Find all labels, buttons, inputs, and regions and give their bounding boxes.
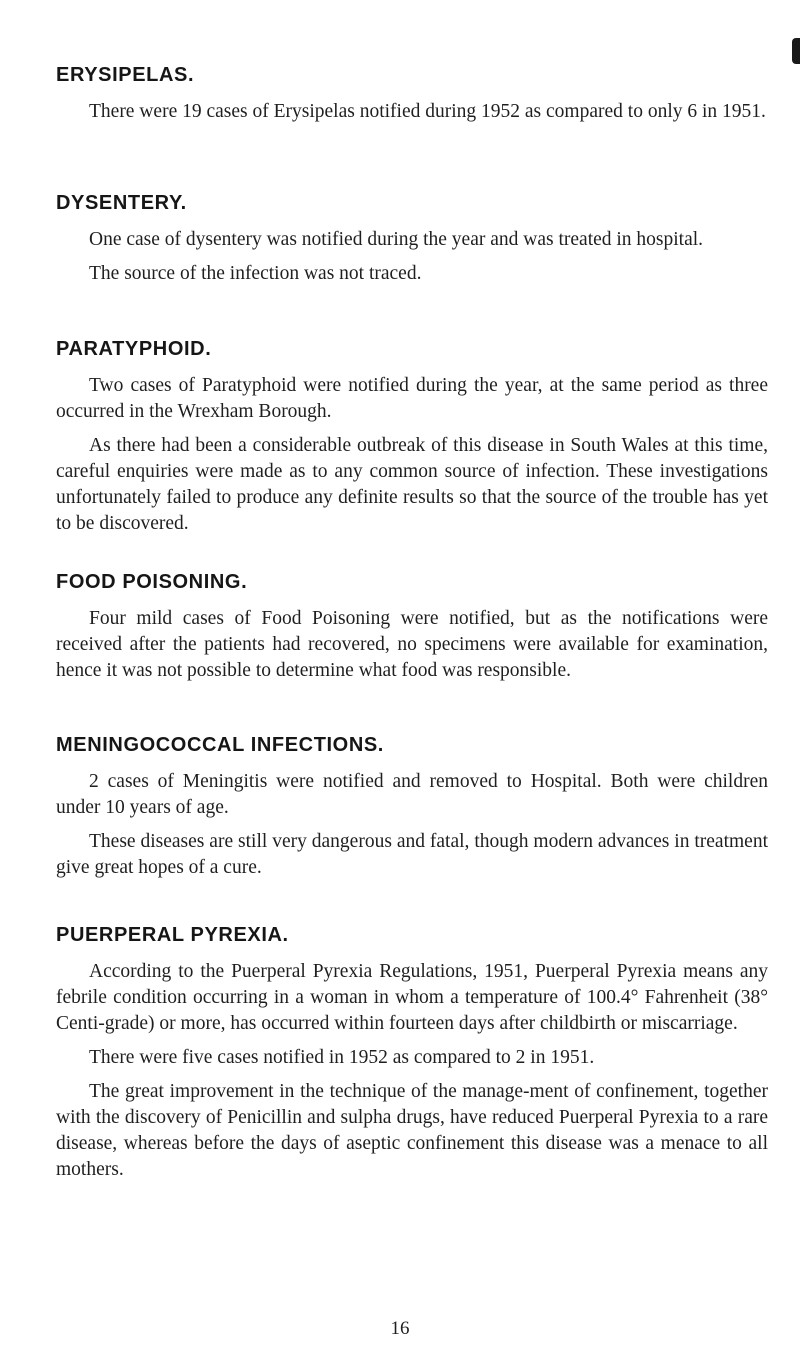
section-paragraph: According to the Puerperal Pyrexia Regulations, 1951, Puerperal Pyrexia means any febrile condition occurring in a woman in whom a temperature of 100.4° Fahrenheit (38° Centi-grade) or more, has occurred within fourteen days after childbirth or miscarriage. [56, 961, 768, 1034]
section-erysipelas [56, 64, 768, 125]
section-paragraph: The great improvement in the technique of the manage-ment of confinement, together with the discovery of Penicillin and sulpha drugs, have reduced Puerperal Pyrexia to a rare disease, whereas before the days of aseptic confinement this disease was a menace to all mothers. [56, 1081, 768, 1180]
page-number: 16 [390, 1318, 410, 1339]
section-heading: ERYSIPELAS. [56, 64, 195, 86]
section-paragraph: Two cases of Paratyphoid were notified during the year, at the same period as three occurred in the Wrexham Borough. [56, 375, 768, 422]
section-heading: PARATYPHOID. [56, 338, 212, 360]
section-paragraph: 2 cases of Meningitis were notified and removed to Hospital. Both were children under 10 years of age. [56, 771, 768, 818]
section-food-poisoning [56, 571, 768, 684]
scan-edge-mark [792, 38, 800, 64]
section-heading: PUERPERAL PYREXIA. [56, 924, 289, 946]
section-paragraph: The source of the infection was not traced. [89, 263, 422, 284]
section-dysentery [56, 192, 768, 287]
section-paragraph: There were 19 cases of Erysipelas notified during 1952 as compared to only 6 in 1951. [89, 101, 766, 122]
section-paragraph: Four mild cases of Food Poisoning were notified, but as the notifications were received after the patients had recovered, no specimens were available for examination, hence it was not possible to determine what food was responsible. [56, 608, 768, 681]
section-paragraph: As there had been a considerable outbreak of this disease in South Wales at this time, careful enquiries were made as to any common source of infection. These investigations unfortunately failed to produce any definite results so that the source of the trouble has yet to be discovered. [56, 435, 768, 534]
section-puerperal-pyrexia [56, 924, 768, 1183]
section-heading: FOOD POISONING. [56, 571, 248, 593]
section-meningococcal-infections [56, 734, 768, 881]
section-paratyphoid [56, 338, 768, 537]
section-paragraph: There were five cases notified in 1952 as compared to 2 in 1951. [89, 1047, 595, 1068]
section-paragraph: These diseases are still very dangerous and fatal, though modern advances in treatment give great hopes of a cure. [56, 831, 768, 878]
section-paragraph: One case of dysentery was notified during the year and was treated in hospital. [89, 229, 704, 250]
section-heading: DYSENTERY. [56, 192, 187, 214]
section-heading: MENINGOCOCCAL INFECTIONS. [56, 734, 384, 756]
